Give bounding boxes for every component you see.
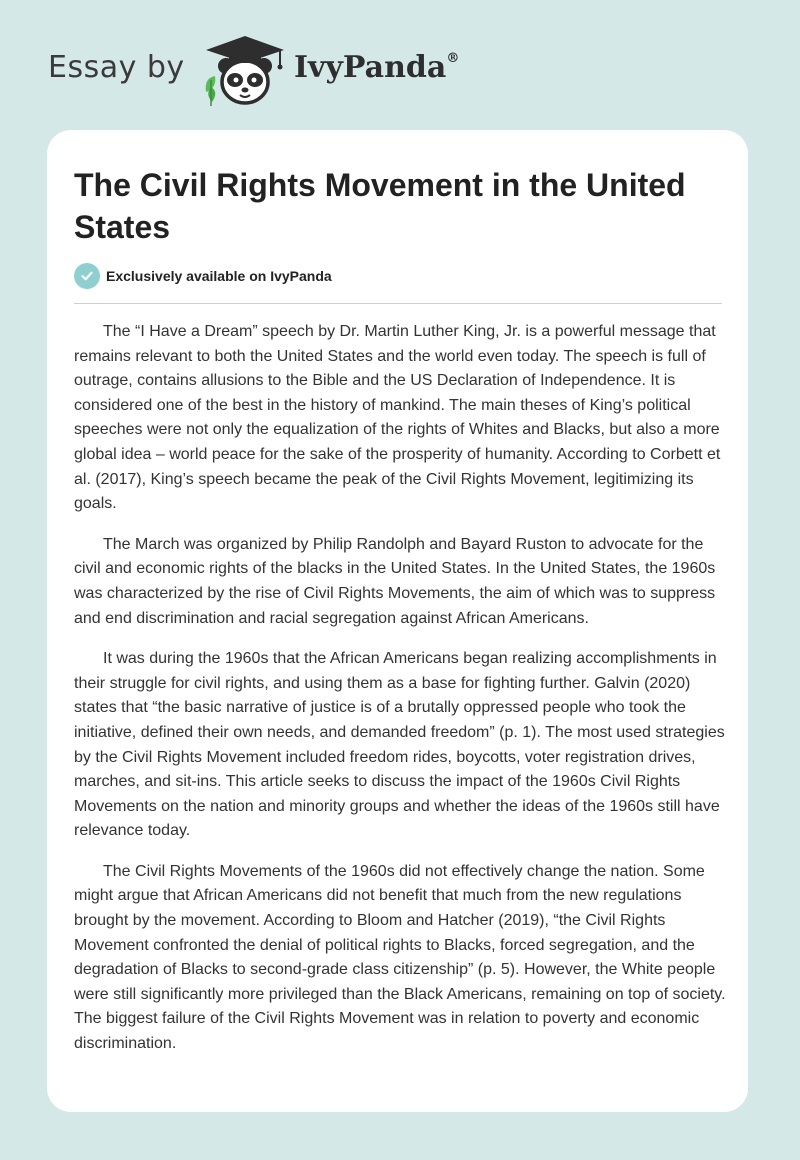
paragraph: The “I Have a Dream” speech by Dr. Martin Luther King, Jr. is a powerful message that remains relevant to both the United States and the world even today. The speech is full of outrage, contains allusions to the Bible and the US Declaration of Independence. It is considered one of the best in the history of mankind. The main theses of King’s political speeches were not only the equalization of the rights of Whites and Blacks, but also a more global idea – world peace for the sake of the prosperity of humanity. According to Corbett et al. (2017), King’s speech became the peak of the Civil Rights Movement, legitimizing its goals. [74,323,721,513]
essay-by-label: Essay by [48,50,185,85]
brand-name[interactable] [294,50,459,85]
paragraph: The Civil Rights Movements of the 1960s did not effectively change the nation. Some might argue that African Americans did not benefit that much from the new regulations brought by the movement. According to Bloom and Hatcher (2019), “the Civil Rights Movement confronted the denial of political rights to Blacks, forced segregation, and the degradation of Blacks to second-grade class citizenship” (p. 5). However, the White people were still significantly more privileged than the Black Americans, remaining on top of society. The biggest failure of the Civil Rights Movement was in relation to poverty and economic discrimination. [74,862,726,1053]
site-header [48,30,508,110]
panda-graduate-icon[interactable] [202,30,288,110]
check-icon [74,263,100,289]
brand-name-text: IvyPanda [294,50,447,85]
page-title: The Civil Rights Movement in the United States [74,167,686,245]
essay-body [74,320,726,1073]
registered-mark: ® [446,51,460,66]
paragraph: The March was organized by Philip Randolph and Bayard Ruston to advocate for the civil and economic rights of the blacks in the United States. In the United States, the 1960s was characterized by the rise of Civil Rights Movements, the aim of which was to suppress and end discrimination and racial segregation against African Americans. [74,535,716,627]
paragraph: It was during the 1960s that the African Americans began realizing accomplishments in their struggle for civil rights, and using them as a base for fighting further. Galvin (2020) states that “the basic narrative of justice is of a brutally oppressed people who took the initiative, defined their own needs, and demanded freedom” (p. 1). The most used strategies by the Civil Rights Movement included freedom rides, boycotts, voter registration drives, marches, and sit-ins. This article seeks to discuss the impact of the 1960s Civil Rights Movements on the nation and minority groups and whether the ideas of the 1960s still have relevance today. [74,650,725,840]
exclusive-badge [74,263,332,289]
exclusive-badge-text: Exclusively available on IvyPanda [106,268,332,284]
essay-card [47,130,748,1112]
divider [74,303,722,304]
